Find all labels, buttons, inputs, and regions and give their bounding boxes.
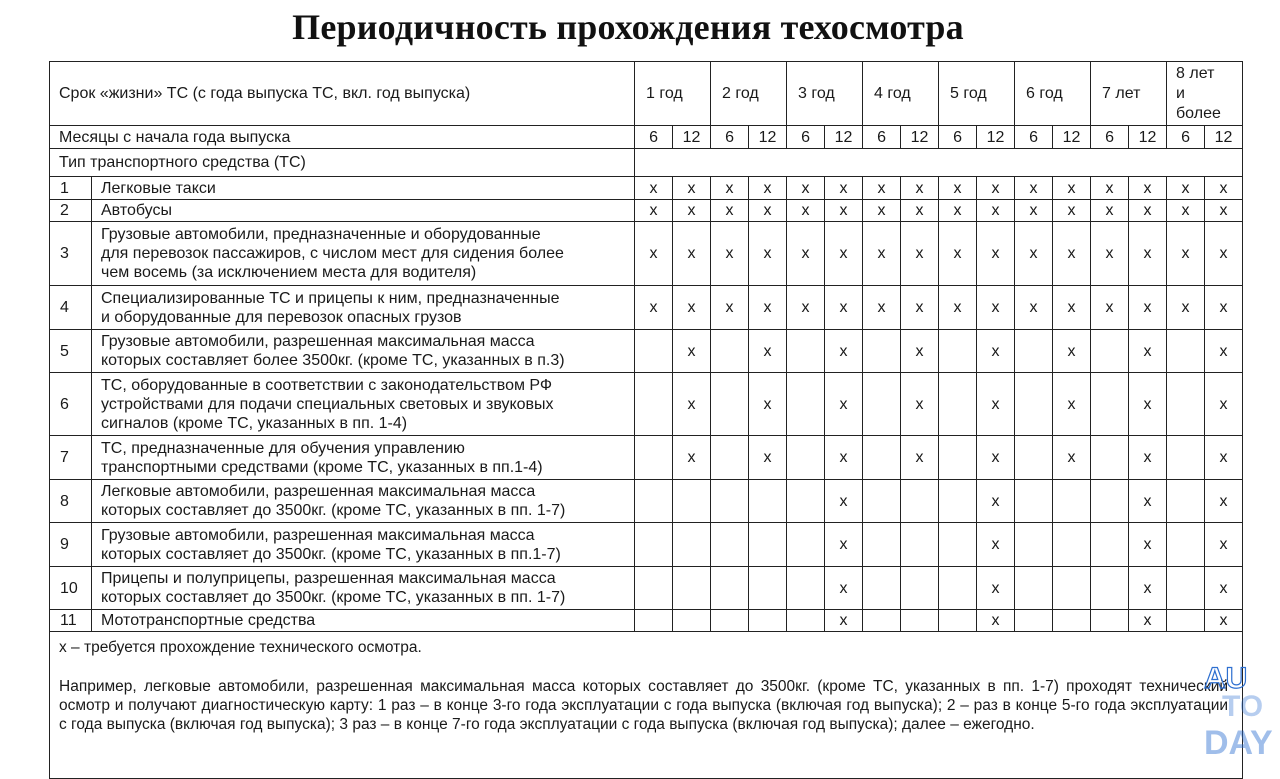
inspection-mark-cell: x	[1129, 177, 1167, 200]
row-number: 5	[50, 330, 92, 373]
inspection-mark-cell: x	[977, 480, 1015, 523]
vehicle-type-description	[92, 523, 635, 567]
inspection-mark-cell: x	[977, 177, 1015, 200]
inspection-mark-cell: x	[1053, 222, 1091, 286]
header-row-type	[50, 149, 1243, 177]
inspection-mark-cell	[711, 567, 749, 610]
inspection-mark-cell	[863, 330, 901, 373]
inspection-mark-cell: x	[1053, 286, 1091, 330]
inspection-mark-cell: x	[1167, 286, 1205, 330]
inspection-table	[49, 61, 1243, 779]
inspection-mark-cell	[939, 567, 977, 610]
inspection-mark-cell: x	[673, 200, 711, 222]
inspection-mark-cell	[901, 523, 939, 567]
inspection-mark-cell: x	[1205, 610, 1243, 632]
inspection-mark-cell: x	[1129, 480, 1167, 523]
inspection-mark-cell: x	[749, 373, 787, 436]
inspection-mark-cell	[673, 610, 711, 632]
inspection-mark-cell: x	[977, 523, 1015, 567]
inspection-mark-cell	[1167, 436, 1205, 480]
year-8-line-1: 8 лет	[1176, 64, 1215, 82]
inspection-mark-cell: x	[635, 177, 673, 200]
row-number: 1	[50, 177, 92, 200]
year-3-header: 3 год	[787, 62, 863, 126]
inspection-mark-cell: x	[939, 200, 977, 222]
inspection-mark-cell: x	[673, 330, 711, 373]
description-line: Специализированные ТС и прицепы к ним, предназначенные	[101, 289, 560, 307]
inspection-mark-cell: x	[1205, 177, 1243, 200]
inspection-mark-cell: x	[1205, 222, 1243, 286]
inspection-mark-cell	[863, 436, 901, 480]
year-8-line-2: и	[1176, 84, 1185, 102]
inspection-mark-cell: x	[939, 177, 977, 200]
year-8-line-3: более	[1176, 104, 1221, 122]
table-row	[50, 480, 1243, 523]
month-header-6: 12	[825, 126, 863, 149]
month-header-15: 6	[1167, 126, 1205, 149]
inspection-mark-cell: x	[1053, 330, 1091, 373]
inspection-mark-cell: x	[749, 436, 787, 480]
table-row	[50, 567, 1243, 610]
inspection-mark-cell: x	[787, 200, 825, 222]
inspection-mark-cell	[1015, 567, 1053, 610]
row-number: 7	[50, 436, 92, 480]
inspection-mark-cell: x	[1091, 286, 1129, 330]
description-line: Легковые такси	[101, 179, 216, 197]
inspection-mark-cell	[635, 373, 673, 436]
inspection-mark-cell: x	[1205, 480, 1243, 523]
inspection-mark-cell: x	[825, 177, 863, 200]
inspection-mark-cell: x	[825, 222, 863, 286]
watermark-text-to: TO	[1222, 690, 1264, 723]
description-line: для перевозок пассажиров, с числом мест для сидения более	[101, 245, 564, 262]
header-row-months	[50, 126, 1243, 149]
table-row	[50, 610, 1243, 632]
inspection-mark-cell	[673, 567, 711, 610]
month-header-16: 12	[1205, 126, 1243, 149]
inspection-mark-cell: x	[825, 436, 863, 480]
inspection-mark-cell	[939, 436, 977, 480]
inspection-mark-cell: x	[1129, 222, 1167, 286]
inspection-mark-cell	[787, 373, 825, 436]
inspection-mark-cell: x	[749, 200, 787, 222]
months-label: Месяцы с начала года выпуска	[50, 126, 635, 149]
year-2-header: 2 год	[711, 62, 787, 126]
inspection-mark-cell: x	[825, 523, 863, 567]
inspection-mark-cell: x	[673, 436, 711, 480]
inspection-mark-cell	[1091, 567, 1129, 610]
inspection-mark-cell: x	[1205, 330, 1243, 373]
inspection-mark-cell: x	[863, 222, 901, 286]
inspection-mark-cell: x	[863, 200, 901, 222]
inspection-mark-cell: x	[673, 222, 711, 286]
inspection-mark-cell: x	[825, 330, 863, 373]
inspection-mark-cell	[1015, 436, 1053, 480]
inspection-mark-cell: x	[977, 200, 1015, 222]
vehicle-type-description	[92, 567, 635, 610]
inspection-mark-cell	[863, 480, 901, 523]
inspection-mark-cell: x	[1015, 177, 1053, 200]
description-line: Легковые автомобили, разрешенная максимальная масса	[101, 483, 536, 500]
table-row	[50, 523, 1243, 567]
table-row	[50, 177, 1243, 200]
inspection-mark-cell	[1167, 567, 1205, 610]
lifetime-label: Срок «жизни» ТС (с года выпуска ТС, вкл. год выпуска)	[50, 62, 635, 126]
inspection-mark-cell: x	[977, 222, 1015, 286]
inspection-mark-cell	[1091, 523, 1129, 567]
inspection-mark-cell: x	[749, 177, 787, 200]
description-line: устройствами для подачи специальных световых и звуковых	[101, 395, 554, 413]
inspection-mark-cell	[711, 610, 749, 632]
inspection-mark-cell	[673, 523, 711, 567]
inspection-mark-cell	[711, 330, 749, 373]
header-row-years	[50, 62, 1243, 126]
vehicle-type-description	[92, 222, 635, 286]
inspection-mark-cell	[863, 610, 901, 632]
inspection-mark-cell: x	[1129, 610, 1167, 632]
inspection-mark-cell: x	[863, 177, 901, 200]
description-line: Мототранспортные средства	[101, 612, 316, 629]
inspection-mark-cell	[901, 480, 939, 523]
inspection-mark-cell	[787, 567, 825, 610]
description-line: чем восемь (за исключением места для водителя)	[101, 264, 477, 281]
inspection-mark-cell	[1015, 523, 1053, 567]
inspection-mark-cell: x	[863, 286, 901, 330]
inspection-mark-cell: x	[1015, 286, 1053, 330]
description-line: Грузовые автомобили, предназначенные и оборудованные	[101, 226, 541, 243]
inspection-mark-cell: x	[825, 567, 863, 610]
inspection-mark-cell: x	[939, 286, 977, 330]
inspection-mark-cell: x	[1129, 373, 1167, 436]
inspection-mark-cell: x	[673, 373, 711, 436]
inspection-mark-cell	[1091, 610, 1129, 632]
inspection-mark-cell: x	[901, 177, 939, 200]
inspection-mark-cell: x	[711, 177, 749, 200]
inspection-mark-cell: x	[1129, 436, 1167, 480]
inspection-mark-cell: x	[1015, 200, 1053, 222]
inspection-mark-cell: x	[1053, 200, 1091, 222]
month-header-10: 12	[977, 126, 1015, 149]
inspection-mark-cell	[939, 480, 977, 523]
page-title: Периодичность прохождения техосмотра	[292, 7, 964, 47]
watermark-text-au: AU	[1204, 662, 1248, 695]
inspection-mark-cell	[1167, 373, 1205, 436]
inspection-mark-cell	[1053, 480, 1091, 523]
inspection-mark-cell: x	[635, 222, 673, 286]
inspection-mark-cell: x	[673, 286, 711, 330]
inspection-mark-cell	[1091, 330, 1129, 373]
inspection-mark-cell: x	[977, 567, 1015, 610]
inspection-mark-cell	[863, 373, 901, 436]
inspection-mark-cell: x	[1167, 177, 1205, 200]
inspection-mark-cell	[1015, 610, 1053, 632]
inspection-mark-cell: x	[901, 436, 939, 480]
inspection-mark-cell	[863, 567, 901, 610]
inspection-mark-cell	[1167, 523, 1205, 567]
inspection-mark-cell	[1015, 480, 1053, 523]
month-header-7: 6	[863, 126, 901, 149]
month-header-8: 12	[901, 126, 939, 149]
inspection-mark-cell	[711, 523, 749, 567]
month-header-4: 12	[749, 126, 787, 149]
inspection-mark-cell	[1091, 436, 1129, 480]
inspection-mark-cell: x	[787, 222, 825, 286]
row-number: 2	[50, 200, 92, 222]
inspection-mark-cell: x	[825, 200, 863, 222]
inspection-mark-cell	[1091, 373, 1129, 436]
description-line: Грузовые автомобили, разрешенная максимальная масса	[101, 333, 535, 350]
inspection-mark-cell	[939, 330, 977, 373]
example-note: Например, легковые автомобили, разрешенная максимальная масса которых составляет до 3500кг. (кроме ТС, указанных в пп. 1-7) проходят технический осмотр и получают диагностическую карту: 1 раз – в конце 3-го года эксплуатации с года выпуска (включая год выпуска); 2 – раз в конце 5-го года эксплуатации с года выпуска (включая год выпуска); 3 раз – в конце 7-го года эксплуатации с года выпуска (включая год выпуска); далее – ежегодно.	[59, 678, 1229, 733]
inspection-mark-cell: x	[1091, 200, 1129, 222]
description-line: Грузовые автомобили, разрешенная максимальная масса	[101, 526, 535, 544]
watermark-text-day: DAY	[1204, 724, 1273, 762]
month-header-1: 6	[635, 126, 673, 149]
inspection-mark-cell	[787, 610, 825, 632]
inspection-mark-cell	[749, 610, 787, 632]
inspection-mark-cell: x	[1167, 222, 1205, 286]
month-header-9: 6	[939, 126, 977, 149]
inspection-mark-cell: x	[1015, 222, 1053, 286]
inspection-mark-cell: x	[977, 286, 1015, 330]
inspection-mark-cell: x	[1205, 200, 1243, 222]
inspection-mark-cell	[749, 567, 787, 610]
description-line: Прицепы и полуприцепы, разрешенная максимальная масса	[101, 570, 556, 587]
year-6-header: 6 год	[1015, 62, 1091, 126]
inspection-mark-cell	[1015, 373, 1053, 436]
inspection-mark-cell	[749, 480, 787, 523]
inspection-mark-cell: x	[1205, 523, 1243, 567]
inspection-mark-cell	[1053, 567, 1091, 610]
year-1-header: 1 год	[635, 62, 711, 126]
inspection-mark-cell	[635, 330, 673, 373]
inspection-mark-cell: x	[939, 222, 977, 286]
inspection-mark-cell	[635, 567, 673, 610]
vehicle-type-description	[92, 330, 635, 373]
inspection-mark-cell: x	[1167, 200, 1205, 222]
inspection-mark-cell: x	[749, 222, 787, 286]
inspection-mark-cell: x	[901, 373, 939, 436]
row-number: 11	[50, 610, 92, 632]
inspection-mark-cell: x	[635, 286, 673, 330]
year-4-header: 4 год	[863, 62, 939, 126]
table-row	[50, 200, 1243, 222]
inspection-mark-cell: x	[977, 610, 1015, 632]
footer-notes	[50, 632, 1243, 779]
inspection-mark-cell	[939, 373, 977, 436]
inspection-mark-cell: x	[977, 330, 1015, 373]
inspection-mark-cell	[711, 480, 749, 523]
legend-note: x – требуется прохождение технического осмотра.	[59, 639, 422, 656]
inspection-mark-cell: x	[901, 286, 939, 330]
row-number: 6	[50, 373, 92, 436]
inspection-mark-cell: x	[1129, 200, 1167, 222]
inspection-mark-cell: x	[1205, 567, 1243, 610]
vehicle-type-description	[92, 480, 635, 523]
inspection-mark-cell: x	[977, 436, 1015, 480]
type-row-empty	[635, 149, 1243, 177]
row-number: 9	[50, 523, 92, 567]
inspection-mark-cell: x	[1205, 286, 1243, 330]
description-line: которых составляет до 3500кг. (кроме ТС, указанных в пп. 1-7)	[101, 589, 566, 606]
inspection-mark-cell: x	[673, 177, 711, 200]
inspection-mark-cell	[1015, 330, 1053, 373]
table-row	[50, 436, 1243, 480]
inspection-mark-cell	[1167, 330, 1205, 373]
inspection-mark-cell	[901, 567, 939, 610]
inspection-mark-cell: x	[1129, 286, 1167, 330]
inspection-mark-cell: x	[635, 200, 673, 222]
inspection-mark-cell: x	[787, 177, 825, 200]
month-header-12: 12	[1053, 126, 1091, 149]
description-line: и оборудованные для перевозок опасных грузов	[101, 308, 462, 326]
inspection-mark-cell: x	[901, 330, 939, 373]
inspection-mark-cell	[749, 523, 787, 567]
inspection-mark-cell: x	[901, 200, 939, 222]
inspection-mark-cell	[635, 610, 673, 632]
table-row	[50, 222, 1243, 286]
vehicle-type-description	[92, 610, 635, 632]
inspection-mark-cell	[1053, 610, 1091, 632]
inspection-mark-cell	[673, 480, 711, 523]
month-header-2: 12	[673, 126, 711, 149]
table-row	[50, 286, 1243, 330]
inspection-mark-cell: x	[825, 610, 863, 632]
inspection-mark-cell	[939, 610, 977, 632]
inspection-mark-cell	[1167, 480, 1205, 523]
inspection-mark-cell	[1091, 480, 1129, 523]
inspection-mark-cell	[635, 523, 673, 567]
inspection-mark-cell	[1053, 523, 1091, 567]
inspection-mark-cell: x	[901, 222, 939, 286]
table-row	[50, 330, 1243, 373]
inspection-mark-cell: x	[1129, 523, 1167, 567]
month-header-14: 12	[1129, 126, 1167, 149]
inspection-mark-cell	[635, 480, 673, 523]
vehicle-type-description	[92, 200, 635, 222]
inspection-mark-cell	[635, 436, 673, 480]
description-line: сигналов (кроме ТС, указанных в пп. 1-4)	[101, 414, 408, 432]
month-header-11: 6	[1015, 126, 1053, 149]
year-7-header: 7 лет	[1091, 62, 1167, 126]
inspection-mark-cell: x	[977, 373, 1015, 436]
vehicle-type-description	[92, 177, 635, 200]
inspection-mark-cell	[787, 480, 825, 523]
inspection-mark-cell	[1167, 610, 1205, 632]
description-line: ТС, предназначенные для обучения управлению	[101, 439, 465, 457]
inspection-mark-cell	[787, 523, 825, 567]
description-line: Автобусы	[101, 202, 172, 219]
description-line: которых составляет до 3500кг. (кроме ТС, указанных в пп. 1-7)	[101, 502, 566, 519]
inspection-mark-cell: x	[787, 286, 825, 330]
inspection-mark-cell	[787, 436, 825, 480]
footer-row	[50, 632, 1243, 779]
vehicle-type-label: Тип транспортного средства (ТС)	[50, 149, 635, 177]
inspection-mark-cell: x	[749, 286, 787, 330]
vehicle-type-description	[92, 373, 635, 436]
description-line: транспортными средствами (кроме ТС, указанных в пп.1-4)	[101, 458, 543, 476]
month-header-13: 6	[1091, 126, 1129, 149]
inspection-mark-cell: x	[711, 286, 749, 330]
inspection-mark-cell	[939, 523, 977, 567]
description-line: которых составляет до 3500кг. (кроме ТС, указанных в пп.1-7)	[101, 545, 561, 563]
inspection-mark-cell: x	[1205, 436, 1243, 480]
inspection-mark-cell	[901, 610, 939, 632]
inspection-mark-cell: x	[1129, 567, 1167, 610]
inspection-mark-cell: x	[825, 373, 863, 436]
inspection-mark-cell: x	[1205, 373, 1243, 436]
inspection-mark-cell: x	[1053, 373, 1091, 436]
year-5-header: 5 год	[939, 62, 1015, 126]
year-8-plus-header	[1167, 62, 1243, 126]
inspection-mark-cell: x	[1091, 177, 1129, 200]
vehicle-type-description	[92, 286, 635, 330]
inspection-mark-cell: x	[711, 200, 749, 222]
inspection-mark-cell: x	[749, 330, 787, 373]
inspection-mark-cell: x	[1091, 222, 1129, 286]
vehicle-type-description	[92, 436, 635, 480]
inspection-mark-cell	[863, 523, 901, 567]
row-number: 10	[50, 567, 92, 610]
month-header-5: 6	[787, 126, 825, 149]
month-header-3: 6	[711, 126, 749, 149]
inspection-mark-cell: x	[711, 222, 749, 286]
table-row	[50, 373, 1243, 436]
inspection-mark-cell: x	[1053, 177, 1091, 200]
inspection-mark-cell	[711, 436, 749, 480]
inspection-mark-cell: x	[825, 286, 863, 330]
description-line: которых составляет более 3500кг. (кроме ТС, указанных в п.3)	[101, 352, 565, 369]
row-number: 3	[50, 222, 92, 286]
inspection-mark-cell: x	[825, 480, 863, 523]
inspection-mark-cell	[711, 373, 749, 436]
description-line: ТС, оборудованные в соответствии с законодательством РФ	[101, 376, 553, 394]
row-number: 4	[50, 286, 92, 330]
inspection-mark-cell	[787, 330, 825, 373]
inspection-mark-cell: x	[1129, 330, 1167, 373]
row-number: 8	[50, 480, 92, 523]
inspection-mark-cell: x	[1053, 436, 1091, 480]
